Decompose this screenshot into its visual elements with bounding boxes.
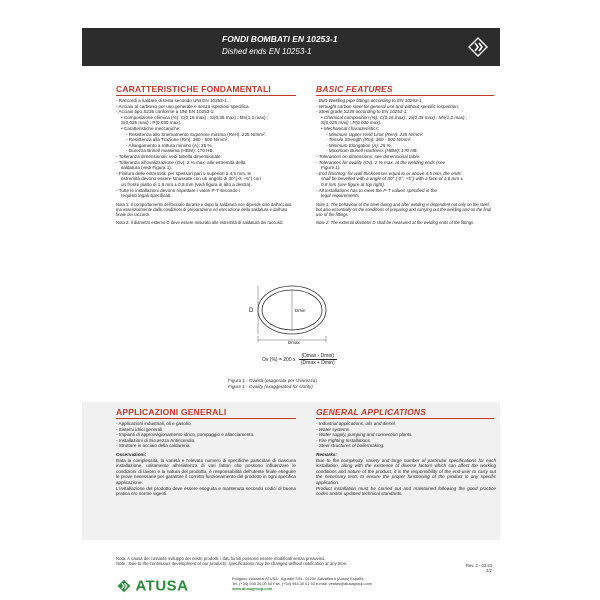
formula-numerator: (Dmax - Dmin) — [299, 353, 337, 360]
atusa-diamond-icon — [468, 37, 488, 57]
features-en-rule — [316, 95, 494, 96]
feature-en-item: S(0,025 max) ; P(0,030 max). — [321, 120, 382, 126]
footer-web-link[interactable]: www.atusagroup.com — [232, 586, 273, 592]
feature-en-item: • Mechanical characteristics: — [321, 125, 380, 131]
apps-en-title: GENERAL APPLICATIONS — [316, 407, 427, 417]
feature-it-note-2: Nota 2: Il diametro esterno D deve essere misurato alle estremità di saldatura dei raccordi. — [116, 219, 284, 225]
feature-it-item: - Durezza Brinell massima (HBW): 170 HB. — [126, 148, 214, 154]
feature-en-item: - Steel grade S235 according to EN 10253-1: — [316, 109, 408, 115]
figure-caption-en: Figure 1 - Ovality (exaggerated for clarity) — [228, 384, 313, 389]
feature-it-item: S(0,025 max) ; P(0,030 max). — [121, 120, 182, 126]
features-it-block — [116, 98, 296, 225]
feature-it-item: un fronte piatto di 1,6 mm ± 0,8 mm (vedi figura in alto a destra). — [121, 181, 252, 187]
feature-en-note-2: Note 2: The external diameter D shall be measured at the welding ends of the fittings. — [316, 219, 475, 225]
apps-it-title: APPLICAZIONI GENERALI — [116, 407, 227, 417]
feature-it-item: - Resistenza alla Trazione (Rm): 360 - 500 N/mm². — [126, 137, 229, 143]
feature-en-item: - All installations has to meet the P-T values specified in the — [316, 187, 438, 193]
apps-en-obs-text2: Product installation must be carried out and maintained following the good practice codes and/or updated technical standards. — [316, 485, 496, 497]
features-it-title: CARATTERISTICHE FONDAMENTALI — [116, 84, 271, 94]
feature-en-item: Figure 1). — [321, 165, 341, 171]
apps-en-obs-title: Remarks: — [316, 451, 337, 457]
apps-en-obs-text: Due to the complexity, variety and large number of particular specifications for each installation, along with the existence of diverse factors which can affect the working conditions and nature of the product, it is the responsibility of the end-user to carry out the necessary tests to ensure the proper functioning of the product in any specific application. — [316, 457, 496, 485]
apps-en-rule — [316, 418, 494, 419]
app-it-item: - Strutture in acciaio della caldareria. — [116, 443, 191, 449]
footer-note — [116, 556, 347, 567]
feature-en-item: - End finishing: for wall thicknesses equal to or above 4,5 mm, the ends — [316, 170, 462, 176]
atusa-logo — [117, 577, 189, 595]
formula-denominator: (Dmax + Dmin) — [300, 360, 335, 366]
app-en-item: - Industrial applications, oils and diesel. — [316, 421, 396, 426]
apps-it-block — [116, 421, 296, 497]
feature-en-item: shall be bevelled with a angle of 30° (-0°; +5°) with a face of 1,6 mm ± — [321, 176, 463, 182]
app-en-item: - Fire Fighting Installations. — [316, 437, 372, 443]
feature-it-item: - Finitura delle estremità: per spessori pari o superiori a 4,5 mm, le — [116, 170, 252, 176]
formula-lhs: Ov (%) = 200 x — [262, 356, 296, 363]
ovality-figure — [240, 282, 350, 344]
footer-revision — [466, 563, 492, 573]
app-en-item: - Water systems. — [316, 426, 351, 432]
feature-en-item: - Butt-Welding pipe fittings according to EN 10253-1. — [316, 98, 423, 103]
app-en-item: - Steel structures of boilermaking. — [316, 443, 385, 449]
feature-en-item: - Tolerances for ovality (Ov): 2 % max. at the welding ends (see — [316, 159, 446, 165]
formula-fraction — [299, 353, 337, 366]
feature-en-item: - Minimum Upper Yield Limit (ReH): 235 N/mm². — [326, 131, 424, 137]
app-it-item: - Installazioni di Sicurezza Antincendio. — [116, 437, 196, 443]
figure-caption-it: Figura 1 - Ovalità (esagerata per chiarezza) — [228, 378, 317, 383]
feature-en-note-1: Note 1: The behaviour of the steel during and after welding is dependent not only on the steel, but also essentially on the conditions of preparing and carrying out the welding and on the final use of the fittings. — [316, 201, 492, 217]
feature-it-item: saldatura (vedi Figura 1). — [121, 165, 173, 171]
footer-page-number: 2/2 — [486, 568, 492, 573]
footer-contact[interactable]: Tel. (+34) 945 30 00 50 Fax. (+34) 945 30 01 53 e-mail: ventas@atusagroup.com — [232, 581, 372, 587]
footer-note-en: Note : Due to the continuous development of our products, specifications may be changed without notification at any time. — [116, 561, 348, 567]
apps-it-rule — [116, 418, 296, 419]
figure-label-d: D — [249, 308, 254, 314]
app-it-item: - Sistemi idrici generali. — [116, 426, 164, 432]
footer-address-block — [232, 576, 372, 592]
feature-it-item: - Tolleranza dimensionali: vedi tabella dimensionale. — [116, 153, 222, 159]
feature-it-item: • Caratteristiche meccaniche: — [121, 125, 181, 131]
footer-address: Polígono Industrial ATUSA - Agurain S/N - 01200 Salvatierra (Alava) España — [232, 576, 364, 581]
feature-en-item: legal requirements. — [321, 193, 361, 199]
figure-caption — [228, 378, 317, 390]
footer-note-it: Nota: A causa del costante sviluppo dei nostri prodotti, i dati forniti possono essere modificati senza preavviso. — [116, 556, 326, 561]
feature-it-item: - Tolleranza all'ovalizzazione (Ov): 2 % max. alle estremità della — [116, 159, 246, 165]
feature-en-item: • Chemical composition (%): C(0,16 max) ; Si(0,35 max) ; Mn(1,2 max) ; — [321, 114, 468, 120]
apps-it-obs-text: Data la complessità, la varietà e l'elevato numero di specifiche particolari di ciascuna installazione, unitamente all'esistenza di vari fattori che possono influenzare le condizioni di lavoro e la natura del prodotto, è responsabilità dell'utente finale eseguire le prove necessarie per garantire il corretto funzionamento del prodotto in ogni specifica applicazione. — [116, 457, 296, 485]
feature-en-item: - Minimum Elongation (A): 25 %. — [326, 142, 393, 148]
figure-label-dmin: Dmin — [295, 308, 306, 313]
feature-it-item: - Raccordi a saldare di testa secondo UNI EN 10253-1. — [116, 98, 229, 103]
feature-en-item: - Maximum Brinell Hardness (HBW): 170 HB. — [326, 148, 418, 154]
features-en-title: BASIC FEATURES — [316, 84, 393, 94]
feature-it-item: - Acciaio al carbonio per uso generale e senza ispezioni specifica. — [116, 103, 250, 109]
feature-en-item: - Wrought carbon steel for general use and without specific inspection. — [316, 103, 459, 109]
figure-label-dmax: Dmax — [288, 340, 300, 344]
feature-it-item: • Composizione chimica (%): C(0,16 max) ; Si(0,35 max) ; Mn(1,2 max) ; — [121, 114, 269, 120]
feature-it-item: - Tutte le installazioni devono rispettare i valori P-T secondo i — [116, 187, 240, 193]
header-title-it: FONDI BOMBATI EN 10253-1 — [222, 34, 338, 44]
app-it-item: - Impianti di approvvigionamento idrico, pompaggio e allacciamento. — [116, 432, 255, 438]
features-en-block — [316, 98, 496, 225]
feature-it-note-1: Nota 1: Il comportamento dell'acciaio durante e dopo la saldatura non dipende solo dall'acciaio, ma essenzialmente dalle condizioni di preparazione ed esecuzione della saldatura e dall'uso finale dei raccordi. — [116, 201, 293, 217]
apps-it-obs-title: Osservazioni: — [116, 451, 147, 457]
footer-rev-text: Rev. 2 - 02.23 — [466, 563, 492, 568]
features-it-rule — [116, 95, 296, 96]
feature-it-item: estremità devono essere smussate con un angolo di 30°(-0; +5°) con — [121, 176, 261, 182]
app-it-item: - Applicazioni industriali, oli e gasolio. — [116, 421, 192, 426]
apps-en-block — [316, 421, 496, 497]
header-title-en: Dished ends EN 10253-1 — [222, 47, 312, 56]
feature-it-item: - Acciaio tipo S235 conforme a UNI EN 10253-1: — [116, 109, 215, 115]
ovality-formula — [262, 353, 337, 366]
apps-it-obs-text2: L'installazione del prodotto deve essere eseguita e mantenuta secondo codici di buona pratica e/o norme vigenti. — [116, 485, 296, 497]
app-en-item: - Water supply, pumping and connection plants. — [316, 432, 413, 438]
feature-en-item: - Tensile Strength (Rm): 360 - 500 N/mm². — [326, 137, 412, 143]
feature-it-item: - Resistenza allo Snervamento Superiore minima (ReH): 235 N/mm². — [126, 131, 266, 137]
feature-it-item: requisiti legali specificati. — [121, 193, 172, 199]
atusa-logo-text: ATUSA — [135, 577, 189, 595]
atusa-logo-icon — [117, 579, 131, 593]
feature-en-item: - Tolerances on dimensions: see dimensional table. — [316, 153, 421, 159]
header-bar — [82, 28, 500, 66]
feature-it-item: - Allungamento a rottura minimo (A): 25 %. — [126, 142, 213, 148]
feature-en-item: 0,8 mm (see figure at top right). — [321, 181, 386, 187]
